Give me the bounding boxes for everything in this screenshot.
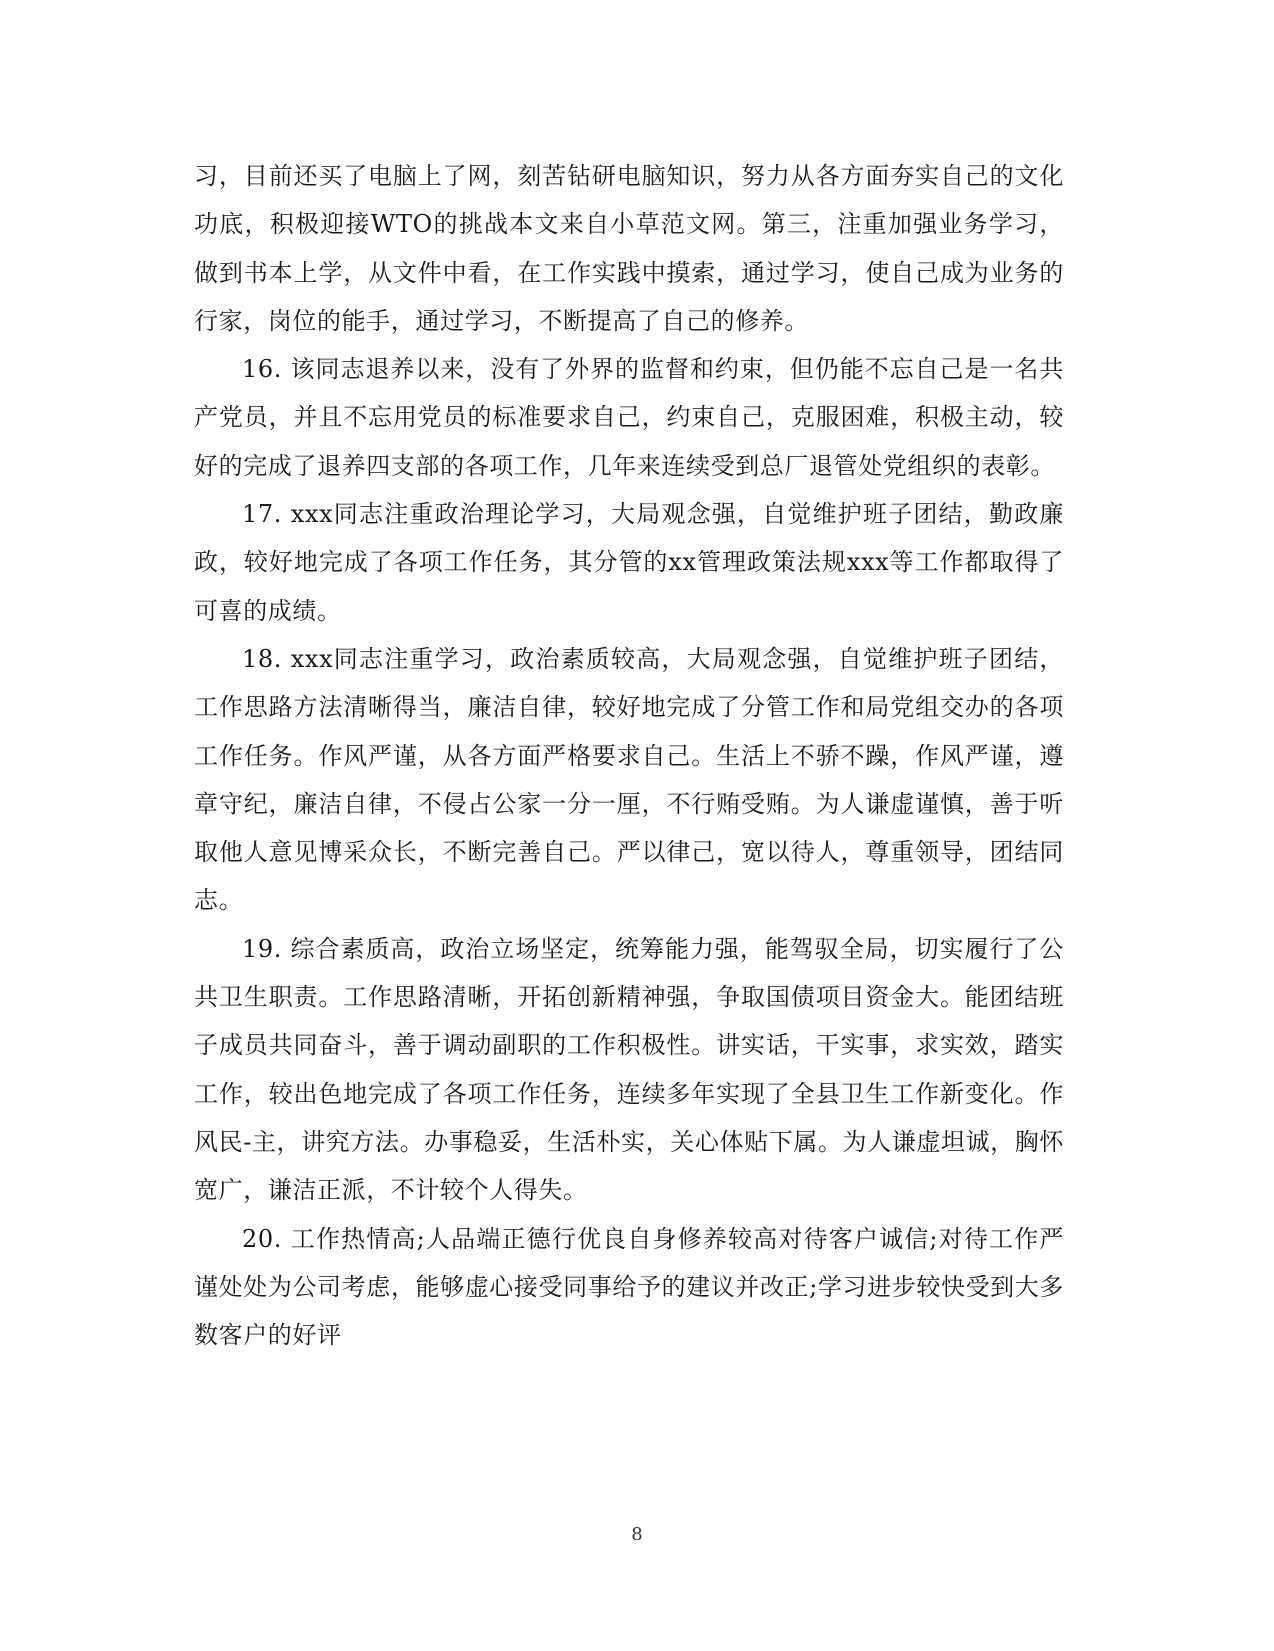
paragraph-continuation: 习，目前还买了电脑上了网，刻苦钻研电脑知识，努力从各方面夯实自己的文化功底，积极迎接WTO的挑战本文来自小草范文网。第三，注重加强业务学习，做到书本上学，从文件中看，在工作实践中摸索，通过学习，使自己成为业务的行家，岗位的能手，通过学习，不断提高了自己的修养。 bbox=[194, 162, 1064, 335]
page-number: 8 bbox=[631, 1524, 643, 1545]
paragraph-item-19: 19. 综合素质高，政治立场坚定，统筹能力强，能驾驭全局，切实履行了公共卫生职责。工作思路清晰，开拓创新精神强，争取国债项目资金大。能团结班子成员共同奋斗，善于调动副职的工作积极性。讲实话，干实事，求实效，踏实工作，较出色地完成了各项工作任务，连续多年实现了全县卫生工作新变化。作风民-主，讲究方法。办事稳妥，生活朴实，关心体贴下属。为人谦虚坦诚，胸怀宽广，谦洁正派，不计较个人得失。 bbox=[194, 934, 1064, 1205]
paragraph-item-17: 17. xxx同志注重政治理论学习，大局观念强，自觉维护班子团结，勤政廉政，较好地完成了各项工作任务，其分管的xx管理政策法规xxx等工作都取得了可喜的成绩。 bbox=[194, 500, 1064, 625]
paragraph-item-18: 18. xxx同志注重学习，政治素质较高，大局观念强，自觉维护班子团结，工作思路方法清晰得当，廉洁自律，较好地完成了分管工作和局党组交办的各项工作任务。作风严谨，从各方面严格要求自己。生活上不骄不躁，作风严谨，遵章守纪，廉洁自律，不侵占公家一分一厘，不行贿受贿。为人谦虚谨慎，善于听取他人意见博采众长，不断完善自己。严以律己，宽以待人，尊重领导，团结同志。 bbox=[194, 644, 1064, 915]
paragraph-item-16: 16. 该同志退养以来，没有了外界的监督和约束，但仍能不忘自己是一名共产党员，并且不忘用党员的标准要求自己，约束自己，克服困难，积极主动，较好的完成了退养四支部的各项工作，几年来连续受到总厂退管处党组织的表彰。 bbox=[194, 355, 1064, 480]
document-body bbox=[194, 152, 1064, 1359]
paragraph-item-20: 20. 工作热情高;人品端正德行优良自身修养较高对待客户诚信;对待工作严谨处处为公司考虑，能够虚心接受同事给予的建议并改正;学习进步较快受到大多数客户的好评 bbox=[194, 1224, 1064, 1350]
